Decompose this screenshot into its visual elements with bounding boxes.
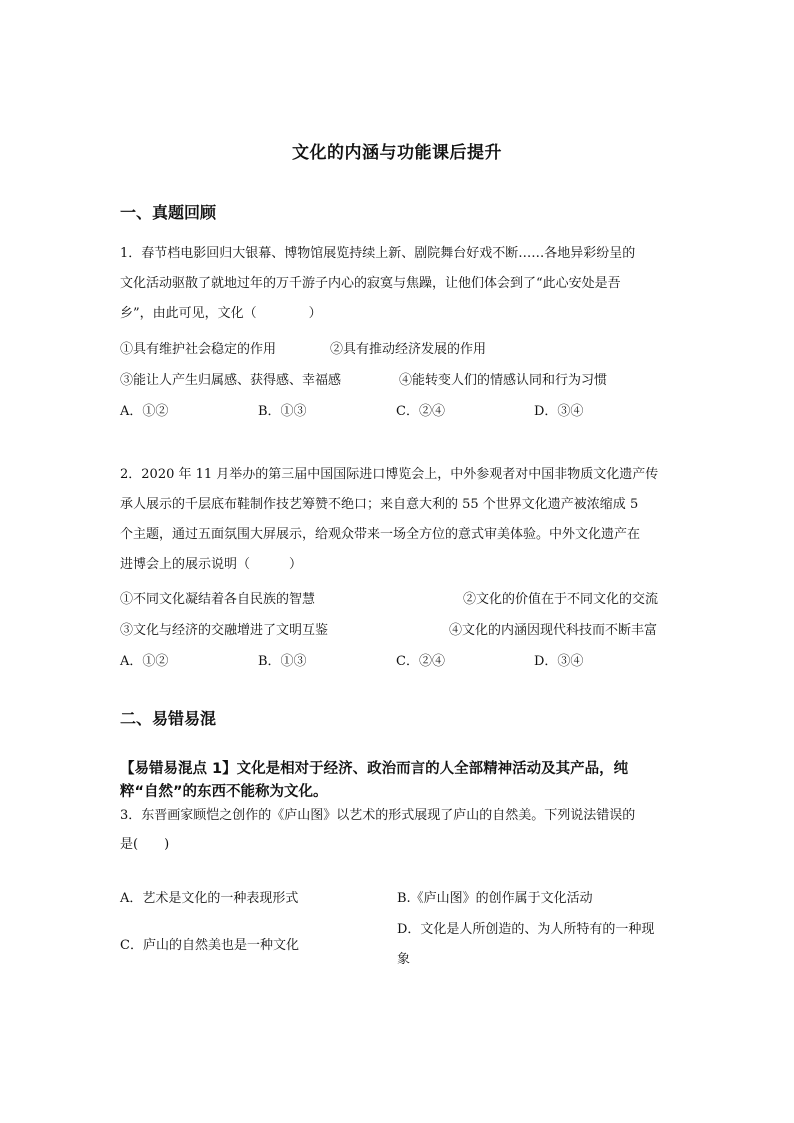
mistake-point-1-line-1: 【易错易混点 1】文化是相对于经济、政治而言的人全部精神活动及其产品，纯 <box>120 761 629 777</box>
question-1-option-c[interactable]: C．②④ <box>396 404 445 419</box>
question-1-statement-1: ①具有维护社会稳定的作用 <box>120 342 277 357</box>
question-2-option-b[interactable]: B．①③ <box>258 654 307 669</box>
question-2-statement-2: ②文化的价值在于不同文化的交流 <box>463 592 659 607</box>
question-2-stem-line-2: 承人展示的千层底布鞋制作技艺筹赞不绝口；来自意大利的 55 个世界文化遗产被浓缩成 5 <box>120 497 639 512</box>
question-1-stem-line-3: 乡”，由此可见，文化（ ） <box>120 306 322 321</box>
question-2-statement-3: ③文化与经济的交融增进了文明互鉴 <box>120 623 329 638</box>
section-heading-mistakes: 二、易错易混 <box>120 709 217 728</box>
question-3-option-c[interactable]: C．庐山的自然美也是一种文化 <box>120 938 299 953</box>
question-1-option-b[interactable]: B．①③ <box>258 404 307 419</box>
question-2-stem-line-1: 2．2020 年 11 月举办的第三届中国国际进口博览会上，中外参观者对中国非物质文化遗产传 <box>120 467 659 482</box>
question-2-option-c[interactable]: C．②④ <box>396 654 445 669</box>
question-3-option-d-line-1[interactable]: D．文化是人所创造的、为人所特有的一种现 <box>397 922 655 937</box>
question-3-option-d-line-2[interactable]: 象 <box>397 952 411 967</box>
question-1-statement-4: ④能转变人们的情感认同和行为习惯 <box>399 373 608 388</box>
question-2-option-a[interactable]: A．①② <box>120 654 169 669</box>
question-2-stem-line-3: 个主题，通过五面氛围大屏展示，给观众带来一场全方位的意式审美体验。中外文化遗产在 <box>120 527 641 542</box>
question-2-statement-4: ④文化的内涵因现代科技而不断丰富 <box>449 623 658 638</box>
question-1-stem-line-1: 1．春节档电影回归大银幕、博物馆展览持续上新、剧院舞台好戏不断……各地异彩纷呈的 <box>120 246 636 261</box>
question-1-stem-line-2: 文化活动驱散了就地过年的万千游子内心的寂寞与焦躁，让他们体会到了“此心安处是吾 <box>120 276 621 291</box>
question-3-option-a[interactable]: A．艺术是文化的一种表现形式 <box>120 891 299 906</box>
question-1-statement-2: ②具有推动经济发展的作用 <box>330 342 487 357</box>
question-2-statement-1: ①不同文化凝结着各自民族的智慧 <box>120 592 316 607</box>
document-title: 文化的内涵与功能课后提升 <box>292 143 502 163</box>
question-3-stem-line-1: 3．东晋画家顾恺之创作的《庐山图》以艺术的形式展现了庐山的自然美。下列说法错误的 <box>120 808 636 823</box>
question-3-stem-line-2: 是( ) <box>120 837 170 852</box>
question-1-option-d[interactable]: D．③④ <box>534 404 584 419</box>
question-1-statement-3: ③能让人产生归属感、获得感、幸福感 <box>120 373 342 388</box>
mistake-point-1-line-2: 粹“自然”的东西不能称为文化。 <box>120 784 328 800</box>
question-3-option-b[interactable]: B.《庐山图》的创作属于文化活动 <box>397 891 593 906</box>
question-1-option-a[interactable]: A．①② <box>120 404 169 419</box>
question-2-stem-line-4: 进博会上的展示说明（ ） <box>120 557 303 572</box>
section-heading-review: 一、真题回顾 <box>120 203 217 222</box>
question-2-option-d[interactable]: D．③④ <box>534 654 584 669</box>
